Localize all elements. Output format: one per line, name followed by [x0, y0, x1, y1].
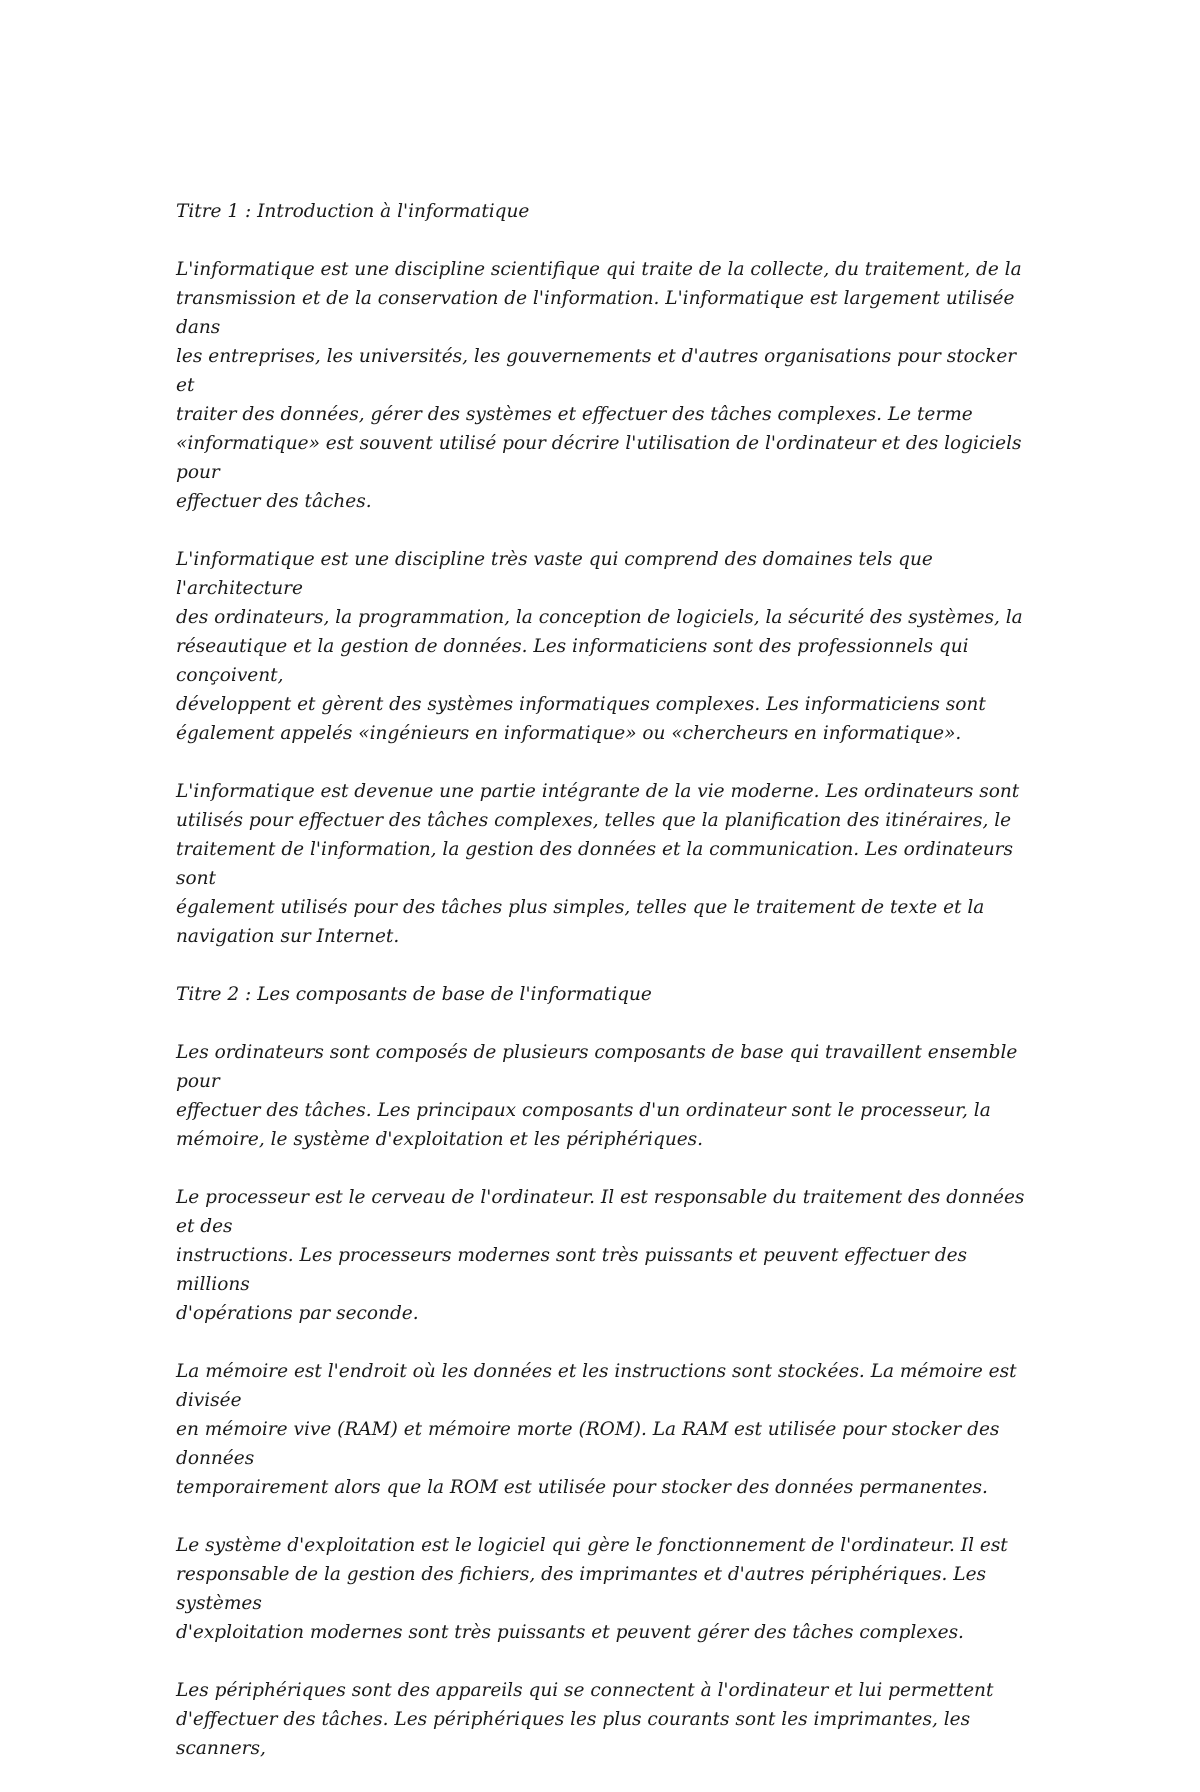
paragraph-6: La mémoire est l'endroit où les données et les instructions sont stockées. La mémoire est divisée en mémoire vive (RAM) et mémoire morte (ROM). La RAM est utilisée pour stocker des données temporairement alors que la ROM est utilisée pour stocker des données permanentes. [176, 1361, 1017, 1498]
paragraph-4: Les ordinateurs sont composés de plusieurs composants de base qui travaillent ensemble pour effectuer des tâches. Les principaux composants d'un ordinateur sont le processeur, la mémoire, le système d'exploitation et les périphériques. [176, 1042, 1018, 1150]
paragraph-3: L'informatique est devenue une partie intégrante de la vie moderne. Les ordinateurs sont utilisés pour effectuer des tâches complexes, telles que la planification des itinéraires, le traitement de l'information, la gestion des données et la communication. Les ordinateurs sont également utilisés pour des tâches plus simples, telles que le traitement de texte et la navigation sur Internet. [176, 781, 1020, 947]
paragraph-7: Le système d'exploitation est le logiciel qui gère le fonctionnement de l'ordinateur. Il est responsable de la gestion des fichiers, des imprimantes et d'autres périphériques. Les systèmes d'exploitation modernes sont très puissants et peuvent gérer des tâches complexes. [176, 1535, 1008, 1643]
section-heading-1: Titre 1 : Introduction à l'informatique [176, 201, 530, 222]
paragraph-5: Le processeur est le cerveau de l'ordinateur. Il est responsable du traitement des données et des instructions. Les processeurs modernes sont très puissants et peuvent effectuer des millions d'opérations par seconde. [176, 1187, 1025, 1324]
paragraph-2: L'informatique est une discipline très vaste qui comprend des domaines tels que l'architecture des ordinateurs, la programmation, la conception de logiciels, la sécurité des systèmes, la réseautique et la gestion de données. Les informaticiens sont des professionnels qui conçoivent, développent et gèrent des systèmes informatiques complexes. Les informaticiens sont également appelés «ingénieurs en informatique» ou «chercheurs en informatique». [176, 549, 1023, 744]
section-heading-2: Titre 2 : Les composants de base de l'informatique [176, 984, 652, 1005]
paragraph-1: L'informatique est une discipline scientifique qui traite de la collecte, du traitement, de la transmission et de la conservation de l'information. L'informatique est largement utilisée dans les entreprises, les universités, les gouvernements et d'autres organisations pour stocker et traiter des données, gérer des systèmes et effectuer des tâches complexes. Le terme «informatique» est souvent utilisé pour décrire l'utilisation de l'ordinateur et des logiciels pour effectuer des tâches. [176, 259, 1022, 512]
paragraph-8: Les périphériques sont des appareils qui se connectent à l'ordinateur et lui permettent d'effectuer des tâches. Les périphériques les plus courants sont les imprimantes, les scanners, [176, 1680, 994, 1759]
